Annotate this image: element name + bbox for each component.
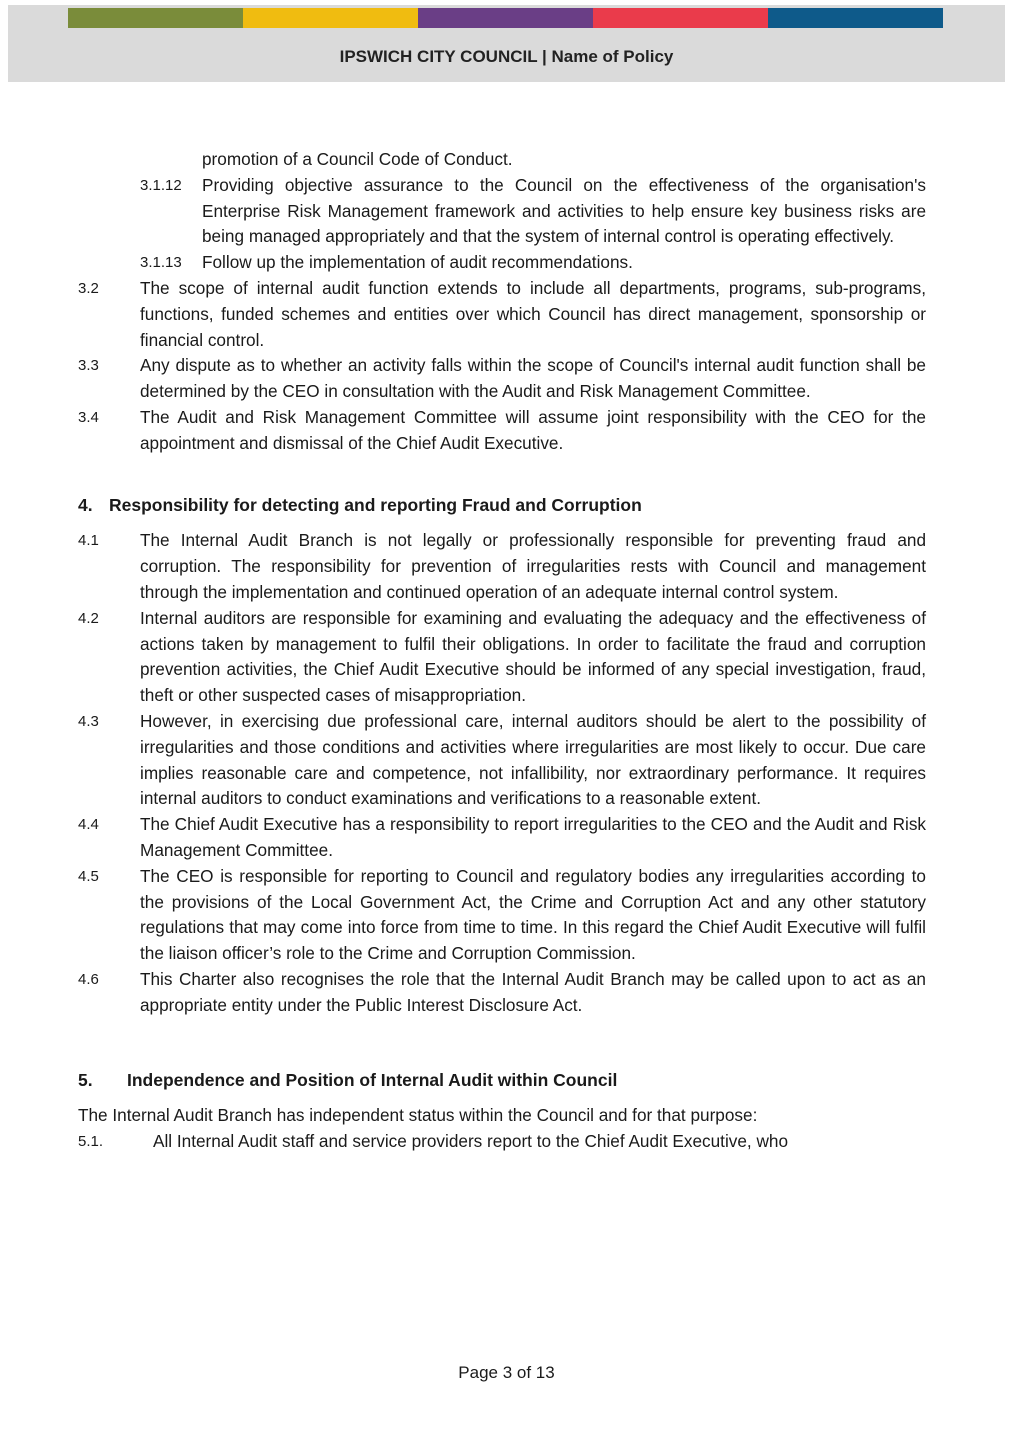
page-header (8, 5, 1005, 82)
paragraph-number: 3.3 (78, 357, 99, 375)
paragraph-text: promotion of a Council Code of Conduct. (202, 149, 513, 169)
page-footer (0, 1363, 1013, 1383)
paragraph-3-1-12 (78, 173, 926, 250)
paragraph-4-6 (78, 967, 926, 1019)
section-5-heading (78, 1068, 926, 1094)
paragraph-3-1-11-continued (78, 147, 926, 173)
paragraph-5-1 (78, 1129, 935, 1155)
color-bar-3 (418, 8, 593, 28)
paragraph-text: This Charter also recognises the role that the Internal Audit Branch may be called upon to act as an appropriate entity under the Public Interest Disclosure Act. (140, 968, 926, 1015)
paragraph-3-4 (78, 405, 926, 457)
section-number: 4. (78, 494, 93, 515)
section-4-heading (78, 493, 926, 519)
paragraph-text: Follow up the implementation of audit recommendations. (202, 252, 633, 273)
paragraph-number: 4.6 (78, 970, 99, 988)
paragraph-4-2 (78, 606, 926, 709)
page-number: Page 3 of 13 (458, 1363, 555, 1382)
paragraph-text: Providing objective assurance to the Council on the effectiveness of the organisation's Enterprise Risk Management framework and activities to help ensure key business risks are being managed appropriately and that the system of internal control is operating effectively. (202, 174, 926, 247)
section-number: 5. (78, 1069, 93, 1090)
paragraph-4-4 (78, 812, 926, 864)
paragraph-text: All Internal Audit staff and service providers report to the Chief Audit Executive, who (153, 1131, 789, 1152)
paragraph-text: The Audit and Risk Management Committee will assume joint responsibility with the CEO for the appointment and dismissal of the Chief Audit Executive. (140, 406, 926, 453)
paragraph-number: 4.2 (78, 609, 99, 627)
paragraph-text: The scope of internal audit function extends to include all departments, programs, sub-programs, functions, funded schemes and entities over which Council has direct management, sponsorship or financial control. (140, 277, 926, 350)
paragraph-3-1-13 (78, 250, 926, 276)
paragraph-text: Internal auditors are responsible for examining and evaluating the adequacy and the effectiveness of actions taken by management to fulfil their obligations. In order to facilitate the fraud and corruption prevention activities, the Chief Audit Executive should be informed of any special investigation, fraud, theft or other suspected cases of misappropriation. (140, 607, 926, 706)
paragraph-4-1 (78, 528, 926, 605)
paragraph-text: Any dispute as to whether an activity falls within the scope of Council's internal audit function shall be determined by the CEO in consultation with the Audit and Risk Management Committee. (140, 355, 926, 402)
section-title: Independence and Position of Internal Audit within Council (127, 1069, 618, 1090)
paragraph-number: 3.1.12 (140, 176, 182, 194)
paragraph-number: 5.1. (78, 1133, 104, 1151)
paragraph-number: 4.3 (78, 712, 99, 730)
section-5-intro (78, 1103, 926, 1129)
paragraph-text: The Internal Audit Branch is not legally or professionally responsible for preventing fraud and corruption. The responsibility for prevention of irregularities rests with Council and management through the implementation and continued operation of an adequate internal control system. (140, 530, 926, 602)
paragraph-number: 3.4 (78, 408, 99, 426)
paragraph-number: 4.4 (78, 816, 99, 834)
color-bar-2 (243, 8, 418, 28)
paragraph-3-3 (78, 353, 926, 405)
paragraph-number: 4.5 (78, 867, 99, 885)
paragraph-text: The CEO is responsible for reporting to Council and regulatory bodies any irregularities according to the provisions of the Local Government Act, the Crime and Corruption Act and any other statutory regulations that may come into force from time to time. In this regard the Chief Audit Executive will fulfil the liaison officer’s role to the Crime and Corruption Commission. (140, 865, 926, 964)
paragraph-text: The Chief Audit Executive has a responsibility to report irregularities to the CEO and the Audit and Risk Management Committee. (140, 814, 926, 860)
color-bar-4 (593, 8, 768, 28)
paragraph-4-5 (78, 864, 926, 967)
section-title: Responsibility for detecting and reporting Fraud and Corruption (109, 494, 642, 515)
paragraph-3-2 (78, 276, 926, 353)
header-title: IPSWICH CITY COUNCIL | Name of Policy (339, 47, 674, 66)
paragraph-text: However, in exercising due professional care, internal auditors should be alert to the possibility of irregularities and those conditions and activities where irregularities are most likely to occur. Due care implies reasonable care and competence, not infallibility, nor extraordinary performance. It requires internal auditors to conduct examinations and verifications to a reasonable extent. (140, 710, 926, 809)
paragraph-number: 3.2 (78, 279, 99, 297)
document-body (78, 147, 926, 1155)
paragraph-number: 4.1 (78, 532, 99, 550)
color-bar-5 (768, 8, 943, 28)
color-bar-strip (68, 8, 943, 28)
color-bar-1 (68, 8, 243, 28)
paragraph-4-3 (78, 709, 926, 812)
paragraph-text: The Internal Audit Branch has independent status within the Council and for that purpose: (78, 1105, 758, 1126)
paragraph-number: 3.1.13 (140, 254, 182, 272)
